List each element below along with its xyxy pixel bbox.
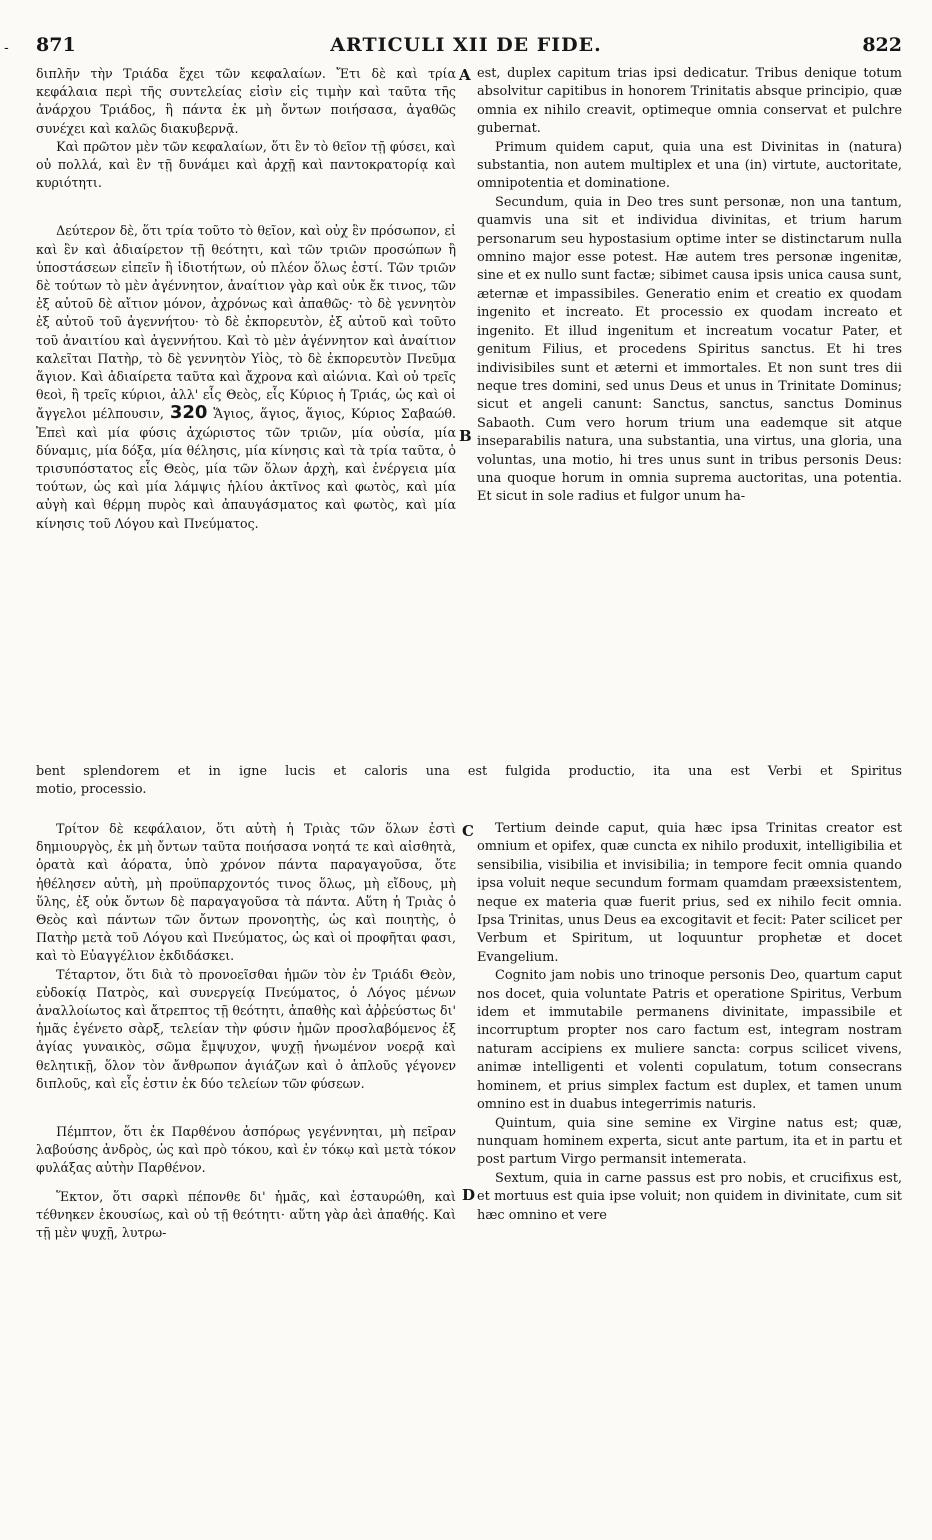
page-number-left: 871 — [36, 34, 76, 56]
continuation-line-2: motio, processio. — [36, 782, 147, 798]
greek-column-top — [36, 65, 456, 533]
greek-paragraph-intro: διπλῆν τὴν Τριάδα ἔχει τῶν κεφαλαίων. Ἔτι δὲ καὶ τρία κεφάλαια περὶ τῆς συντελείας εἰσὶν εἰς τιμὴν καὶ ταῦτα τῆς ἀνάρχου Τριάδος, ἣ πάντα ἐκ μὴ ὄντων ποιήσασα, ἀγαθῶς συνέχει καὶ καλῶς διακυβερνᾷ. — [36, 66, 456, 136]
section-marker-c: C — [462, 822, 474, 840]
section-marker-b: B — [459, 427, 472, 445]
latin-column-top — [477, 65, 902, 507]
section-marker-a: A — [459, 66, 471, 84]
running-title: ARTICULI XII DE FIDE. — [330, 34, 602, 56]
latin-paragraph-secundum: Secundum, quia in Deo tres sunt personæ, non una tantum, quamvis una sit et individua divinitas, et trium harum personarum seu hypostasium optime inter se distinctarum nulla omnino major esse potest. Hæ autem tres personæ ingenitæ, sine et ex nullo sunt factæ; sibimet causa ipsis unica causa sunt, æternæ et impassibiles. Generatio enim et creatio ex quodam ingenito et increato. Et processio ex quodam increato et ingenito. Et illud ingenitum et increatum vocatur Pater, et genitum Filius, et procedens Spiritus sanctus. Et hi tres indivisibiles sunt et æterni et immortales. Et non sunt tres dii neque tres domini, sed unus Deus et unus in Trinitate Dominus; sicut et angeli canunt: Sanctus, sanctus, sanctus Dominus Sabaoth. Cum vero horum trium una eademque sit atque inseparabilis natura, una substantia, una virtus, una gloria, una voluntas, una motio, hi tres unus sunt in tribus personis Deus: una quoque horum in omnia suprema auctoritas, una potentia. Et sicut in sole radius et fulgor unum ha- — [477, 194, 902, 505]
section-marker-d: D — [462, 1186, 476, 1204]
column-number: 320 — [169, 402, 208, 424]
latin-paragraph-quartum: Cognito jam nobis uno trinoque personis Deo, quartum caput nos docet, quia voluntate Patris et operatione Spiritus, Verbum idem et immutabile permanens divinitate, impassibile et incorruptum propter nos caro factum est, integram nostram naturam accipiens ex muliere sancta: corpus scilicet vivens, animæ intelligenti et volenti copulatum, totum consecrans hominem, et prius simplex factum est duplex, et tamen unum omnino est in duabus integerrimis naturis. — [477, 968, 902, 1113]
page-number-right: 822 — [862, 34, 902, 56]
greek-secundum-text-a: Δεύτερον δὲ, ὅτι τρία τοῦτο τὸ θεῖον, καὶ οὐχ ἓν πρόσωπον, εἰ καὶ ἓν καὶ ἀδιαίρετον τῇ θεότητι, καὶ τῶν τριῶν προσώπων ἢ ὑποστάσεων εἰπεῖν ἢ ἰδιοτήτων, οὐ πλέον ὅλως ἐστί. Τῶν τριῶν δὲ τούτων τὸ μὲν ἀγέννητον, ἀναίτιον γὰρ καὶ οὐκ ἔκ τινος, τῶν ἐξ αὐτοῦ δὲ αἴτιον μόνον, ἀχρόνως καὶ ἀπαθῶς· τὸ δὲ γεννητὸν ἐξ αὐτοῦ τοῦ ἀγεννήτου· τὸ δὲ ἐκπορευτὸν, ἐξ αὐτοῦ καὶ τοῦτο τοῦ ἀναιτίου καὶ ἀγεννήτου. Καὶ τὸ μὲν ἀγέννητον καὶ ἀναίτιον καλεῖται Πατὴρ, τὸ δὲ γεννητὸν Υἱὸς, τὸ δὲ ἐκπορευτὸν Πνεῦμα ἅγιον. Καὶ ἀδιαίρετα ταῦτα καὶ ἄχρονα καὶ αἰώνια. Καὶ οὐ τρεῖς θεοὶ, ἢ τρεῖς κύριοι, ἀλλ' εἷς Θεὸς, εἷς Κύριος ἡ Τριάς, ὡς καὶ οἱ ἄγγελοι μέλπουσιν, — [36, 223, 456, 422]
greek-paragraph-quintum: Πέμπτον, ὅτι ἐκ Παρθένου ἀσπόρως γεγέννηται, μὴ πεῖραν λαβούσης ἀνδρὸς, ὡς καὶ πρὸ τόκου, καὶ ἐν τόκῳ καὶ μετὰ τόκον φυλάξας αὐτὴν Παρθένον. — [36, 1124, 456, 1176]
greek-column-bottom — [36, 820, 456, 1242]
page-header — [30, 34, 902, 58]
latin-paragraph-tertium: Tertium deinde caput, quia hæc ipsa Trinitas creator est omnium et opifex, quæ cuncta ex nihilo produxit, intelligibilia et sensibilia, visibilia et invisibilia; in tempore fecit omnia quando ipsa voluit neque secundum formam quamdam præexsistentem, neque ex materia quæ fuerit prius, sed ex nihilo fecit omnia. Ipsa Trinitas, unus Deus ea excogitavit et fecit: Pater scilicet per Verbum et Spiritum, ut loquuntur prophetæ et docet Evangelium. — [477, 821, 902, 965]
latin-paragraph-quintum: Quintum, quia sine semine ex Virgine natus est; quæ, nunquam hominem experta, sicut ante partum, ita et in partu et post partum Virgo permansit intemerata. — [477, 1115, 902, 1168]
greek-secundum-text-b: Ἅγιος, ἅγιος, ἅγιος, Κύριος Σαβαώθ. Ἐπεὶ καὶ μία φύσις ἀχώριστος τῶν τριῶν, μία οὐσία, μία δύναμις, μία δόξα, μία θέλησις, μία κίνησις καὶ τὰ τρία ταῦτα, ὁ τρισυπόστατος εἷς Θεὸς, μία τῶν ὅλων ἀρχὴ, καὶ ἐνέργεια μία τούτων, ὡς καὶ μία λάμψις ἡλίου ἀκτῖνος καὶ φωτὸς, καὶ μία αὐγὴ καὶ θέρμη πυρὸς καὶ ἀπαυγάσματος καὶ φωτὸς, καὶ μία κίνησις τοῦ Λόγου καὶ Πνεύματος. — [36, 406, 456, 531]
greek-paragraph-secundum — [36, 222, 456, 532]
greek-paragraph-sextum: Ἕκτον, ὅτι σαρκὶ πέπονθε δι' ἡμᾶς, καὶ ἐσταυρώθη, καὶ τέθνηκεν ἑκουσίως, καὶ οὐ τῇ θεότητι· αὕτη γὰρ ἀεὶ ἀπαθής. Καὶ τῇ μὲν ψυχῇ, λυτρω- — [36, 1188, 456, 1241]
full-width-continuation — [36, 763, 902, 800]
greek-paragraph-quartum: Τέταρτον, ὅτι διὰ τὸ προνοεῖσθαι ἡμῶν τὸν ἐν Τριάδι Θεὸν, εὐδοκίᾳ Πατρὸς, καὶ συνεργείᾳ Πνεύματος, ὁ Λόγος μένων ἀναλλοίωτος καὶ ἄτρεπτος τῇ θεότητι, ἀπαθὴς καὶ ἀῤῥεύστως δι' ἡμᾶς ἐγένετο σὰρξ, τελείαν τὴν φύσιν ἡμῶν προσλαβόμενος ἐξ ἁγίας γυναικὸς, σῶμα ἔμψυχον, ψυχῇ ἡνωμένον νοερᾷ καὶ θελητικῇ, ὅλον τὸν ἄνθρωπον ἁγιάζων καὶ ὁ ἁπλοῦς γέγονεν διπλοῦς, καὶ εἷς ἐστιν ἐκ δύο τελείων τῶν φύσεων. — [36, 966, 456, 1091]
latin-paragraph-sextum: Sextum, quia in carne passus est pro nobis, et crucifixus est, et mortuus est quia ipse voluit; non quidem in divinitate, cum sit hæc omnino et vere — [477, 1170, 902, 1223]
latin-paragraph-primum: Primum quidem caput, quia una est Divinitas in (natura) substantia, non autem multiplex et una (in) virtute, auctoritate, omnipotentia et dominatione. — [477, 139, 902, 192]
margin-mark: - — [4, 40, 9, 56]
greek-paragraph-primum: Καὶ πρῶτον μὲν τῶν κεφαλαίων, ὅτι ἓν τὸ θεῖον τῇ φύσει, καὶ οὐ πολλά, καὶ ἓν τῇ δυνάμει καὶ ἀρχῇ καὶ παντοκρατορίᾳ καὶ κυριότητι. — [36, 138, 456, 191]
latin-column-bottom — [477, 820, 902, 1225]
latin-paragraph-intro: est, duplex capitum trias ipsi dedicatur. Tribus denique totum absolvitur capitibus in honorem Trinitatis absque principio, quæ omnia ex nihilo creavit, optimeque omnia conservat et pulchre gubernat. — [477, 66, 902, 137]
greek-paragraph-tertium: Τρίτον δὲ κεφάλαιον, ὅτι αὐτὴ ἡ Τριὰς τῶν ὅλων ἐστὶ δημιουργὸς, ἐκ μὴ ὄντων ταῦτα ποιήσασα νοητά τε καὶ αἰσθητὰ, ὁρατὰ καὶ ἀόρατα, ὑπὸ χρόνον πάντα παραγαγοῦσα, ὅτε ἠθέλησεν αὐτὴ, μὴ προϋπαρχοντός τινος ὅλως, μὴ εἴδους, μὴ ὕλης, ἐξ οὐκ ὄντων δὲ παραγαγοῦσα τὰ πάντα. Αὕτη ἡ Τριὰς ὁ Θεὸς καὶ πάντων τῶν ὄντων προνοητὴς, ὡς καὶ ποιητὴς, ὁ Πατὴρ μετὰ τοῦ Λόγου καὶ Πνεύματος, ὡς καὶ οἱ προφῆται φασι, καὶ τὸ Εὐαγγέλιον ἐκδιδάσκει. — [36, 821, 456, 964]
continuation-line-1: bent splendorem et in igne lucis et caloris una est fulgida productio, ita una est Verbi et Spiritus — [36, 764, 902, 779]
